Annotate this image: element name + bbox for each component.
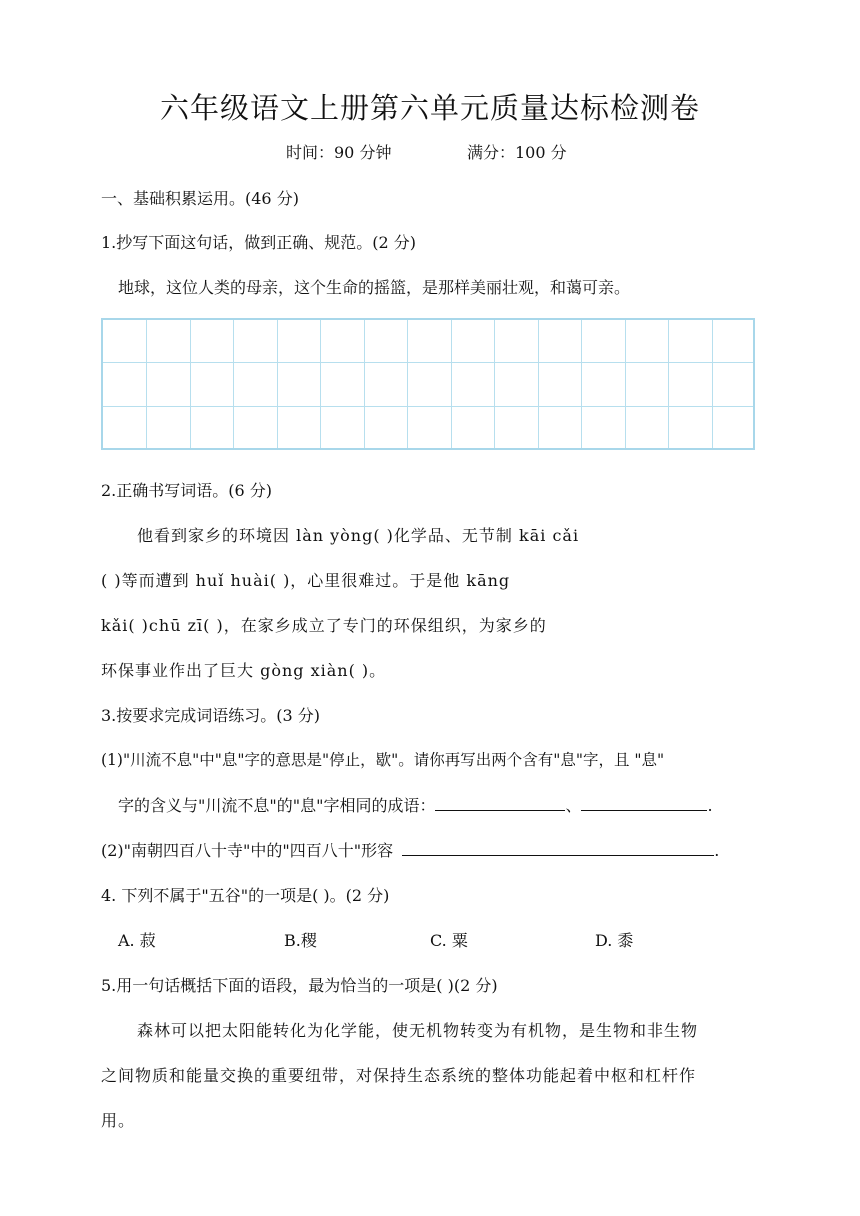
q2-line-2: ( )等而遭到 huǐ huài( )，心里很难过。于是他 kāng [101,571,511,590]
q3-prompt: 3.按要求完成词语练习。(3 分) [101,706,321,725]
q1-sentence: 地球，这位人类的母亲，这个生命的摇篮，是那样美丽壮观，和蔼可亲。 [118,278,631,297]
exam-score: 满分：100 分 [467,143,567,162]
q3-sub2 [101,838,719,861]
q3-sub1-text: 字的含义与"川流不息"的"息"字相同的成语： [118,796,436,815]
answer-blank-3[interactable] [402,839,714,856]
answer-blank-2[interactable] [581,794,707,811]
q2-line-3: kǎi( )chū zī( )，在家乡成立了专门的环保组织，为家乡的 [101,616,547,635]
writing-grid[interactable] [101,318,755,450]
q5-para-line-3: 用。 [101,1111,136,1130]
section-heading: 一、基础积累运用。(46 分) [101,189,299,208]
q1-prompt: 1.抄写下面这句话，做到正确、规范。(2 分) [101,233,417,252]
q4-option-a[interactable]: A. 菽 [118,931,156,950]
q5-para-line-1: 森林可以把太阳能转化为化学能，使无机物转变为有机物，是生物和非生物 [137,1021,699,1040]
separator: 、 [565,796,582,815]
q2-line-1: 他看到家乡的环境因 làn yòng( )化学品、无节制 kāi cǎi [137,526,580,545]
q5-para-line-2: 之间物质和能量交换的重要纽带，对保持生态系统的整体功能起着中枢和杠杆作 [101,1066,697,1085]
q3-sub1-line1: (1)"川流不息"中"息"字的意思是"停止，歇"。请你再写出两个含有"息"字，且 "息" [101,751,665,769]
q2-prompt: 2.正确书写词语。(6 分) [101,481,273,500]
exam-time: 时间：90 分钟 [286,143,392,162]
q3-sub1-line2 [118,793,713,816]
end-dot-2: . [714,841,720,860]
page-title: 六年级语文上册第六单元质量达标检测卷 [159,91,700,125]
q4-option-d[interactable]: D. 黍 [595,931,634,950]
end-dot: . [707,796,713,815]
q4-prompt: 4. 下列不属于"五谷"的一项是( )。(2 分) [101,886,390,905]
q3-sub2-text: (2)"南朝四百八十寺"中的"四百八十"形容 [101,841,394,860]
q4-option-c[interactable]: C. 粟 [430,931,468,950]
q4-option-b[interactable]: B.稷 [284,931,317,950]
q2-line-4: 环保事业作出了巨大 gòng xiàn( )。 [101,661,387,680]
q5-prompt: 5.用一句话概括下面的语段，最为恰当的一项是( )(2 分) [101,976,498,995]
answer-blank-1[interactable] [435,794,565,811]
